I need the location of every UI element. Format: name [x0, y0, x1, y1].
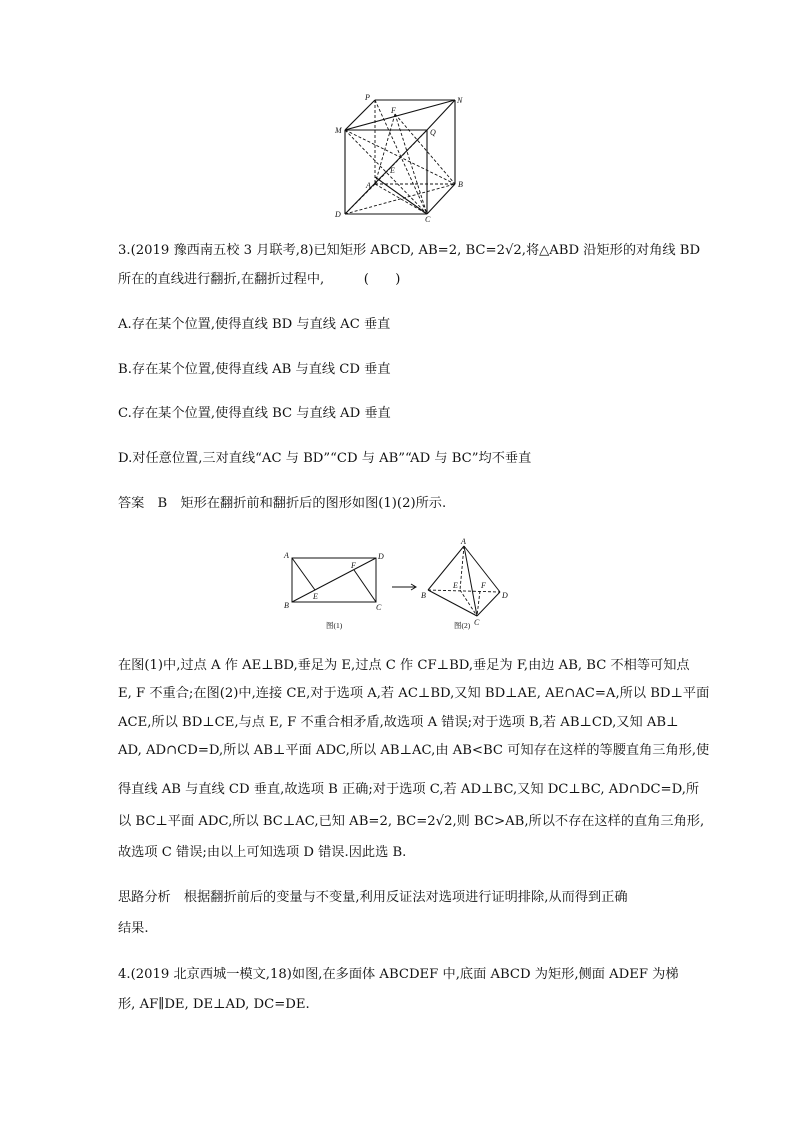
- label-P: P: [365, 93, 370, 102]
- solution-line2: E, F 不重合;在图(2)中,连接 CE,对于选项 A,若 AC⊥BD,又知 BD⊥AE, AE∩AC=A,所以 BD⊥平面: [118, 686, 710, 701]
- label-N: N: [457, 96, 463, 105]
- caption-fig1: 图(1): [326, 621, 343, 630]
- problem3-stem-line2: 所在的直线进行翻折,在翻折过程中, ( ): [118, 272, 401, 287]
- option-b: B.存在某个位置,使得直线 AB 与直线 CD 垂直: [118, 362, 391, 377]
- fig1-label-B: B: [284, 601, 289, 610]
- problem3-stem-line1: 3.(2019 豫西南五校 3 月联考,8)已知矩形 ABCD, AB=2, BC=2√2,将△ABD 沿矩形的对角线 BD: [118, 243, 701, 258]
- fig2-label-E: E: [453, 581, 458, 590]
- label-M: M: [335, 126, 342, 135]
- label-Q: Q: [430, 128, 436, 137]
- label-A: A: [366, 181, 371, 190]
- option-c: C.存在某个位置,使得直线 BC 与直线 AD 垂直: [118, 406, 391, 421]
- solution-line5: 得直线 AB 与直线 CD 垂直,故选项 B 正确;对于选项 C,若 AD⊥BC,又知 DC⊥BC, AD∩DC=D,所: [118, 782, 700, 797]
- solution-line4: AD, AD∩CD=D,所以 AB⊥平面 ADC,所以 AB⊥AC,由 AB<BC 可知存在这样的等腰直角三角形,使: [118, 743, 710, 758]
- option-d: D.对任意位置,三对直线“AC 与 BD”“CD 与 AB”“AD 与 BC”均不垂直: [118, 451, 532, 466]
- fig1-label-A: A: [284, 551, 289, 560]
- solution-line6: 以 BC⊥平面 ADC,所以 BC⊥AC,已知 AB=2, BC=2√2,则 BC>AB,所以不存在这样的直角三角形,: [118, 814, 705, 829]
- problem4-line1: 4.(2019 北京西城一模文,18)如图,在多面体 ABCDEF 中,底面 ABCD 为矩形,侧面 ADEF 为梯: [118, 967, 679, 982]
- label-D: D: [335, 210, 341, 219]
- label-B: B: [458, 180, 463, 189]
- cube-figure: [330, 92, 470, 224]
- label-C: C: [425, 215, 431, 224]
- problem4-line2: 形, AF∥DE, DE⊥AD, DC=DE.: [118, 997, 310, 1012]
- fold-figures: [280, 538, 520, 634]
- solution-line7: 故选项 C 错误;由以上可知选项 D 错误.因此选 B.: [118, 845, 407, 860]
- fig1-label-F: F: [351, 561, 356, 570]
- fig2-label-B: B: [421, 591, 426, 600]
- answer-line: 答案 B 矩形在翻折前和翻折后的图形如图(1)(2)所示.: [118, 496, 447, 511]
- fig2-label-D: D: [502, 591, 508, 600]
- analysis-line2: 结果.: [118, 921, 149, 936]
- fig1-label-E: E: [313, 592, 318, 601]
- fig1-label-D: D: [378, 552, 384, 561]
- label-E: E: [390, 166, 395, 175]
- fig2-label-F: F: [481, 581, 486, 590]
- solution-line1: 在图(1)中,过点 A 作 AE⊥BD,垂足为 E,过点 C 作 CF⊥BD,垂足为 F,由边 AB, BC 不相等可知点: [118, 658, 690, 673]
- caption-fig2: 图(2): [454, 621, 471, 630]
- solution-line3: ACE,所以 BD⊥CE,与点 E, F 不重合相矛盾,故选项 A 错误;对于选项 B,若 AB⊥CD,又知 AB⊥: [118, 715, 679, 730]
- fig1-label-C: C: [376, 603, 382, 612]
- label-F: F: [391, 106, 396, 115]
- analysis-line1: 思路分析 根据翻折前后的变量与不变量,利用反证法对选项进行证明排除,从而得到正确: [118, 890, 628, 905]
- fig2-label-A: A: [461, 538, 466, 546]
- fig2-label-C: C: [474, 618, 480, 627]
- option-a: A.存在某个位置,使得直线 BD 与直线 AC 垂直: [118, 317, 391, 332]
